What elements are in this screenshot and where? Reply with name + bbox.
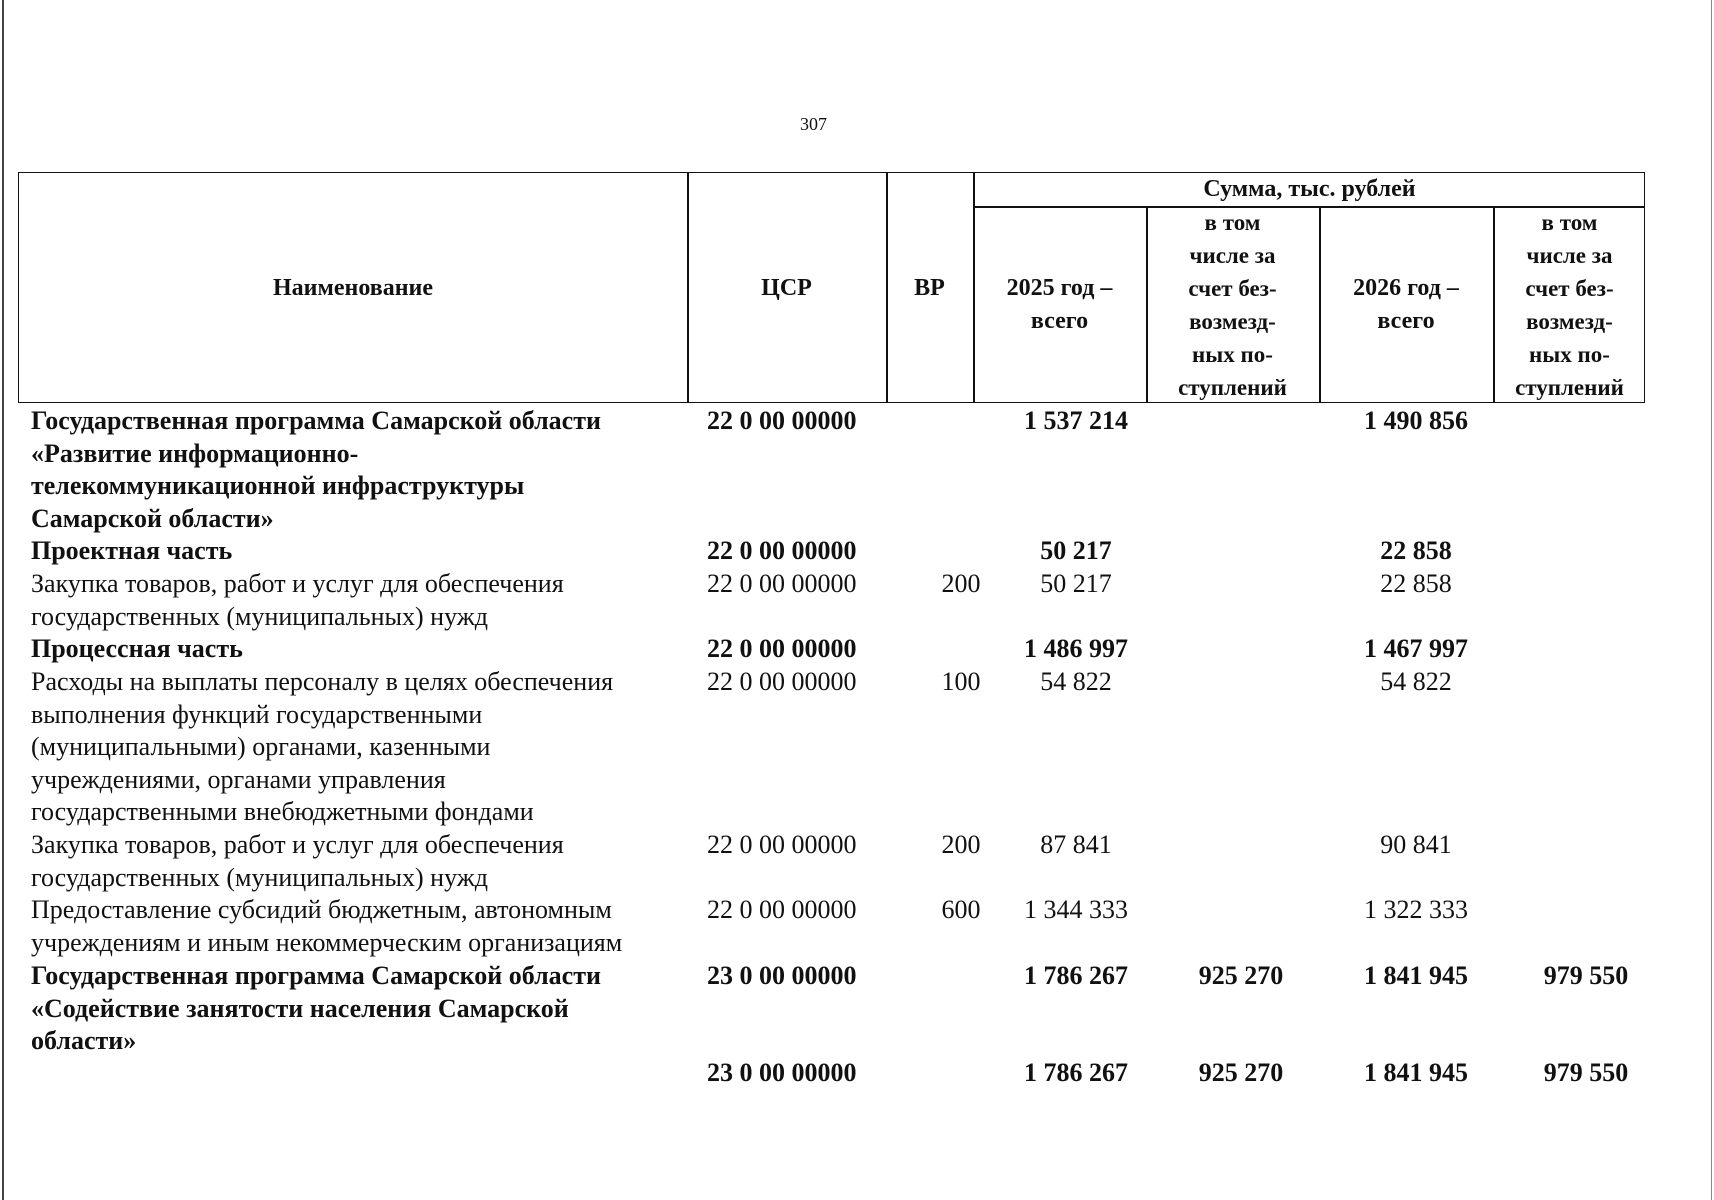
row-name: Государственная программа Самарской области «Содействие занятости населения Самарской области»: [31, 961, 601, 1055]
row-free-receipts-2025: 925 270: [1198, 961, 1284, 990]
header-vr: ВР: [914, 275, 945, 301]
row-csr-code: 23 0 00 00000: [707, 961, 857, 990]
row-vr-code: 200: [941, 830, 981, 859]
header-2025-total: 2025 год – всего: [1006, 275, 1113, 334]
row-sum-2025: 1 786 267: [1024, 1058, 1128, 1087]
row-csr-code: 22 0 00 00000: [707, 895, 857, 924]
header-csr: ЦСР: [761, 275, 812, 301]
row-sum-2026: 1 322 333: [1364, 895, 1468, 924]
header-sum-group: Сумма, тыс. рублей: [1203, 176, 1416, 202]
row-csr-code: 22 0 00 00000: [707, 830, 857, 859]
row-sum-2025: 1 486 997: [1024, 634, 1128, 663]
row-sum-2026: 22 858: [1380, 569, 1452, 598]
row-name: Предоставление субсидий бюджетным, автономным учреждениям и иным некоммерческим организациям: [31, 895, 623, 957]
row-name: Закупка товаров, работ и услуг для обеспечения государственных (муниципальных) нужд: [31, 830, 564, 892]
row-free-receipts-2026: 979 550: [1543, 1058, 1629, 1087]
row-sum-2026: 54 822: [1380, 667, 1452, 696]
row-csr-code: 22 0 00 00000: [707, 667, 857, 696]
row-csr-code: 22 0 00 00000: [707, 406, 857, 435]
row-sum-2025: 50 217: [1040, 536, 1112, 565]
page-left-edge: [2, 0, 4, 1200]
row-name: Проектная часть: [31, 536, 233, 565]
table-header: [18, 172, 1645, 403]
row-sum-2026: 1 467 997: [1364, 634, 1468, 663]
row-sum-2026: 1 490 856: [1364, 406, 1468, 435]
header-2026-total: 2026 год – всего: [1353, 275, 1459, 334]
header-name: Наименование: [273, 275, 433, 301]
row-sum-2025: 1 537 214: [1024, 406, 1128, 435]
row-sum-2026: 90 841: [1380, 830, 1452, 859]
row-vr-code: 100: [941, 667, 981, 696]
row-sum-2026: 1 841 945: [1364, 1058, 1468, 1087]
row-sum-2025: 1 786 267: [1024, 961, 1128, 990]
row-sum-2025: 87 841: [1040, 830, 1112, 859]
row-name: Закупка товаров, работ и услуг для обеспечения государственных (муниципальных) нужд: [31, 569, 564, 631]
row-csr-code: 23 0 00 00000: [707, 1058, 857, 1087]
row-csr-code: 22 0 00 00000: [707, 569, 857, 598]
row-vr-code: 200: [941, 569, 981, 598]
row-name: Государственная программа Самарской области «Развитие информационно- телекоммуникационной инфраструктуры Самарской области»: [31, 406, 601, 533]
row-sum-2026: 1 841 945: [1364, 961, 1468, 990]
row-sum-2026: 22 858: [1380, 536, 1452, 565]
row-csr-code: 22 0 00 00000: [707, 634, 857, 663]
row-vr-code: 600: [941, 895, 981, 924]
header-2026-free-receipts: в том числе за счет без- возмезд- ных по- ступлений: [1515, 210, 1624, 400]
row-free-receipts-2025: 925 270: [1198, 1058, 1284, 1087]
row-sum-2025: 50 217: [1040, 569, 1112, 598]
page-right-edge: [1711, 0, 1712, 1200]
header-2025-free-receipts: в том числе за счет без- возмезд- ных по- ступлений: [1178, 210, 1287, 400]
page-number: 307: [800, 114, 827, 134]
row-name: Расходы на выплаты персоналу в целях обеспечения выполнения функций государственными (муниципальными) органами, казенными учреждениями, органами управления государственными внебюджетными фондами: [31, 667, 614, 826]
row-sum-2025: 54 822: [1040, 667, 1112, 696]
row-name: Процессная часть: [31, 634, 243, 663]
row-sum-2025: 1 344 333: [1024, 895, 1128, 924]
row-free-receipts-2026: 979 550: [1543, 961, 1629, 990]
row-csr-code: 22 0 00 00000: [707, 536, 857, 565]
